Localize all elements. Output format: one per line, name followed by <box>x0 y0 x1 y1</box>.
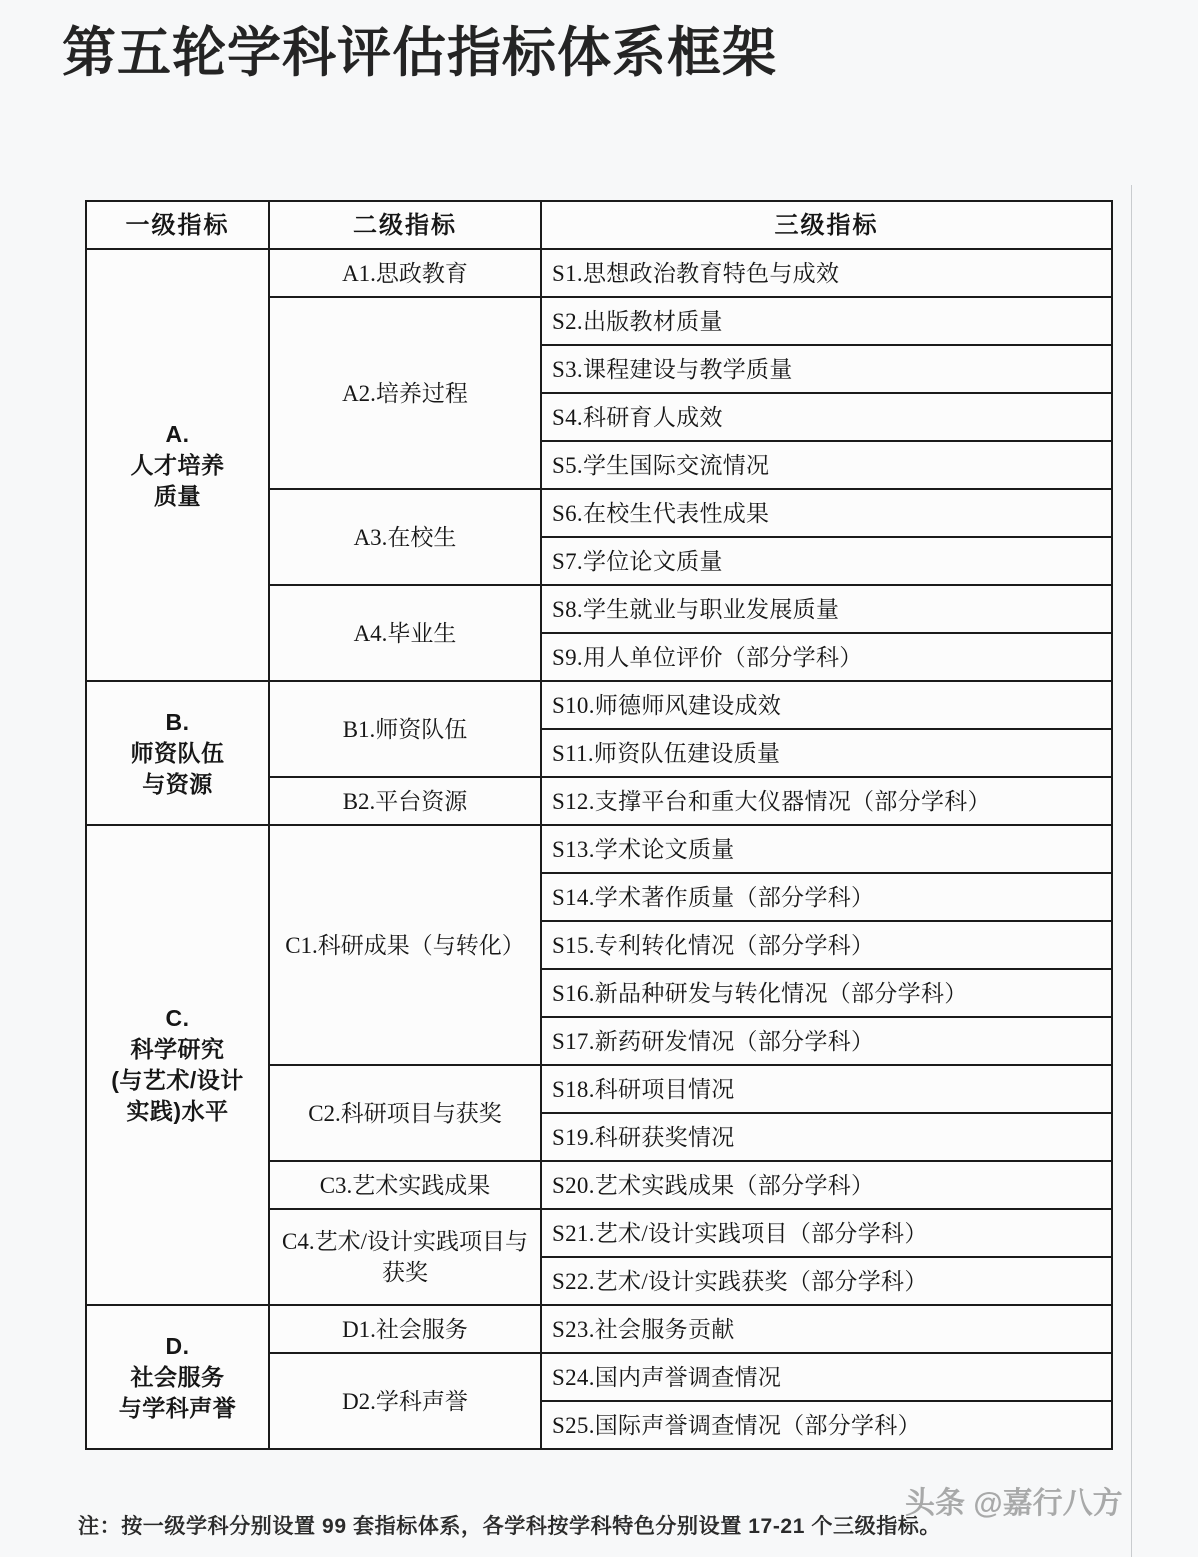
level2-cell: C2.科研项目与获奖 <box>269 1065 541 1161</box>
level3-cell: S8.学生就业与职业发展质量 <box>541 585 1112 633</box>
level3-cell: S23.社会服务贡献 <box>541 1305 1112 1353</box>
table-row <box>86 1305 1112 1353</box>
table-header <box>86 201 1112 249</box>
level3-cell: S16.新品种研发与转化情况（部分学科） <box>541 969 1112 1017</box>
level3-cell: S18.科研项目情况 <box>541 1065 1112 1113</box>
level2-cell: D1.社会服务 <box>269 1305 541 1353</box>
level3-cell: S14.学术著作质量（部分学科） <box>541 873 1112 921</box>
level3-cell: S12.支撑平台和重大仪器情况（部分学科） <box>541 777 1112 825</box>
table-row <box>86 681 1112 729</box>
level3-cell: S6.在校生代表性成果 <box>541 489 1112 537</box>
level2-cell: C4.艺术/设计实践项目与获奖 <box>269 1209 541 1305</box>
level3-cell: S24.国内声誉调查情况 <box>541 1353 1112 1401</box>
level3-cell: S3.课程建设与教学质量 <box>541 345 1112 393</box>
level3-cell: S7.学位论文质量 <box>541 537 1112 585</box>
level2-cell: D2.学科声誉 <box>269 1353 541 1449</box>
level2-cell: C1.科研成果（与转化） <box>269 825 541 1065</box>
footnote: 注：按一级学科分别设置 99 套指标体系，各学科按学科特色分别设置 17-21 个三级指标。 <box>78 1515 942 1538</box>
page-edge-rule <box>1131 185 1132 1557</box>
level3-cell: S22.艺术/设计实践获奖（部分学科） <box>541 1257 1112 1305</box>
level3-cell: S13.学术论文质量 <box>541 825 1112 873</box>
level3-cell: S11.师资队伍建设质量 <box>541 729 1112 777</box>
level2-cell: B1.师资队伍 <box>269 681 541 777</box>
level1-cell: D. 社会服务 与学科声誉 <box>86 1305 269 1449</box>
level3-cell: S5.学生国际交流情况 <box>541 441 1112 489</box>
level3-cell: S1.思想政治教育特色与成效 <box>541 249 1112 297</box>
level2-cell: A4.毕业生 <box>269 585 541 681</box>
table-row <box>86 825 1112 873</box>
table-row <box>86 249 1112 297</box>
level3-cell: S9.用人单位评价（部分学科） <box>541 633 1112 681</box>
indicator-table <box>85 200 1113 1450</box>
level1-cell: B. 师资队伍 与资源 <box>86 681 269 825</box>
level2-cell: B2.平台资源 <box>269 777 541 825</box>
level3-cell: S21.艺术/设计实践项目（部分学科） <box>541 1209 1112 1257</box>
indicator-table-container <box>85 200 1111 1450</box>
level3-cell: S19.科研获奖情况 <box>541 1113 1112 1161</box>
page-title: 第五轮学科评估指标体系框架 <box>62 23 777 83</box>
level3-cell: S25.国际声誉调查情况（部分学科） <box>541 1401 1112 1449</box>
level3-cell: S10.师德师风建设成效 <box>541 681 1112 729</box>
level1-cell: A. 人才培养 质量 <box>86 249 269 681</box>
level3-cell: S17.新药研发情况（部分学科） <box>541 1017 1112 1065</box>
column-header-level3: 三级指标 <box>541 201 1112 249</box>
column-header-level2: 二级指标 <box>269 201 541 249</box>
level3-cell: S15.专利转化情况（部分学科） <box>541 921 1112 969</box>
level3-cell: S2.出版教材质量 <box>541 297 1112 345</box>
level3-cell: S4.科研育人成效 <box>541 393 1112 441</box>
level2-cell: A3.在校生 <box>269 489 541 585</box>
column-header-level1: 一级指标 <box>86 201 269 249</box>
table-header-row <box>86 201 1112 249</box>
watermark: 头条 @嘉行八方 <box>905 1487 1123 1520</box>
level2-cell: A2.培养过程 <box>269 297 541 489</box>
level3-cell: S20.艺术实践成果（部分学科） <box>541 1161 1112 1209</box>
level2-cell: C3.艺术实践成果 <box>269 1161 541 1209</box>
table-body <box>86 249 1112 1449</box>
level1-cell: C. 科学研究 (与艺术/设计 实践)水平 <box>86 825 269 1305</box>
level2-cell: A1.思政教育 <box>269 249 541 297</box>
